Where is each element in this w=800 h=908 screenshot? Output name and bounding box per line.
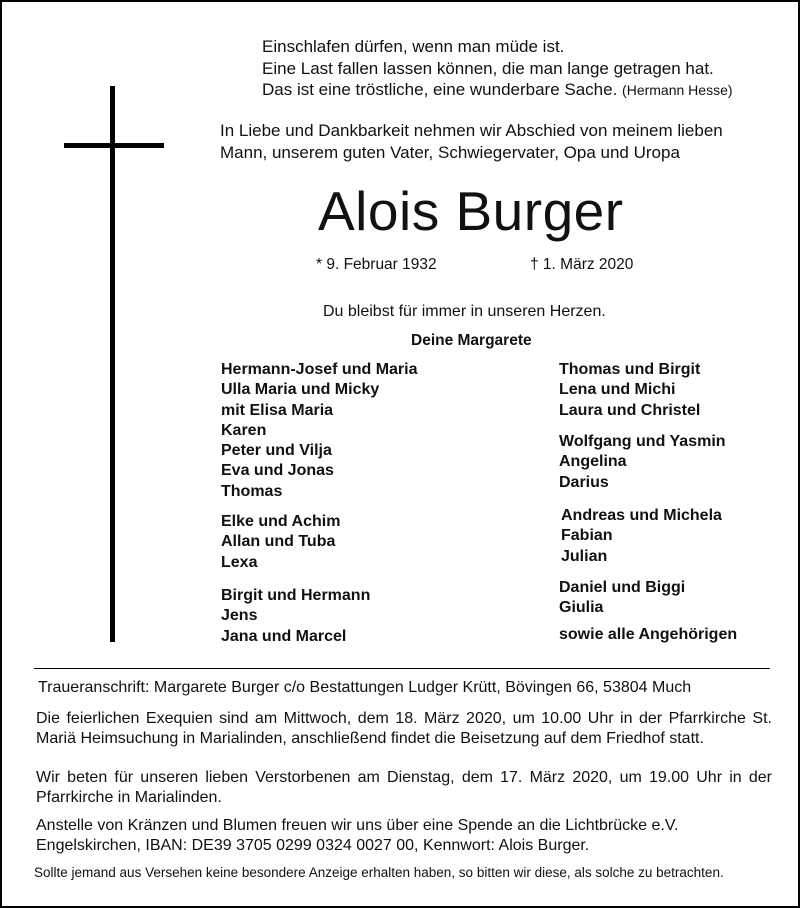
family-group bbox=[221, 586, 370, 647]
family-member: Daniel und Biggi bbox=[559, 579, 686, 596]
family-member: Jana und Marcel bbox=[221, 627, 347, 645]
quote-line: Eine Last fallen lassen können, die man lange getragen hat. bbox=[262, 58, 714, 78]
cross-horizontal-bar bbox=[64, 143, 164, 148]
funeral-info: Die feierlichen Exequien sind am Mittwoch, dem 18. März 2020, um 10.00 Uhr in der Pfarrkirche St. Mariä Heimsuchung in Marialinden, anschließend findet die Beisetzung auf dem Friedhof statt. bbox=[36, 710, 772, 747]
donation-line: Engelskirchen, IBAN: DE39 3705 0299 0324 0027 00, Kennwort: Alois Burger. bbox=[36, 836, 590, 854]
footer-note: Sollte jemand aus Versehen keine besondere Anzeige erhalten haben, so bitten wir diese, als solche zu betrachten. bbox=[34, 865, 724, 880]
family-member: Lena und Michi bbox=[559, 381, 676, 399]
family-group bbox=[221, 360, 417, 502]
family-member: Hermann-Josef und Maria bbox=[221, 361, 418, 378]
family-member: Peter und Vilja bbox=[221, 442, 332, 460]
quote-author: (Hermann Hesse) bbox=[622, 82, 733, 98]
family-group bbox=[561, 506, 722, 567]
relatives-line: sowie alle Angehörigen bbox=[559, 626, 738, 643]
family-member: Lexa bbox=[221, 553, 258, 571]
family-member: Laura und Christel bbox=[559, 401, 701, 419]
mourning-address: Traueranschrift: Margarete Burger c/o Bestattungen Ludger Krütt, Bövingen 66, 53804 Much bbox=[38, 679, 692, 696]
family-group bbox=[559, 360, 700, 421]
family-member: Julian bbox=[561, 547, 608, 565]
motto: Du bleibst für immer in unseren Herzen. bbox=[323, 303, 606, 320]
family-group bbox=[559, 432, 726, 493]
family-group bbox=[221, 512, 340, 573]
family-member: Jens bbox=[221, 607, 258, 625]
family-member: Karen bbox=[221, 421, 267, 439]
quote-line bbox=[262, 79, 733, 102]
cross-vertical-bar bbox=[110, 86, 115, 642]
signatory: Deine Margarete bbox=[411, 332, 532, 349]
family-member: mit Elisa Maria bbox=[221, 401, 334, 419]
hesse-quote bbox=[262, 36, 733, 102]
family-member: Elke und Achim bbox=[221, 513, 341, 530]
intro-text bbox=[220, 120, 723, 163]
family-member: Angelina bbox=[559, 453, 627, 471]
donation-info bbox=[36, 816, 772, 855]
family-member: Fabian bbox=[561, 527, 613, 545]
birth-date: * 9. Februar 1932 bbox=[316, 256, 437, 273]
quote-line-text: Das ist eine tröstliche, eine wunderbare Sache. bbox=[262, 80, 618, 99]
family-group bbox=[559, 625, 737, 645]
family-member: Allan und Tuba bbox=[221, 533, 336, 551]
family-member: Darius bbox=[559, 473, 609, 491]
family-member: Birgit und Hermann bbox=[221, 587, 371, 604]
family-member: Eva und Jonas bbox=[221, 462, 334, 480]
family-member: Thomas bbox=[221, 482, 283, 500]
prayer-info: Wir beten für unseren lieben Verstorbenen am Dienstag, dem 17. März 2020, um 19.00 Uhr in der Pfarrkirche in Marialinden. bbox=[36, 769, 772, 806]
family-member: Wolfgang und Yasmin bbox=[559, 433, 726, 450]
family-member: Andreas und Michela bbox=[561, 507, 722, 524]
intro-line: Mann, unserem guten Vater, Schwiegervater, Opa und Uropa bbox=[220, 142, 680, 162]
family-group bbox=[559, 578, 685, 619]
donation-line: Anstelle von Kränzen und Blumen freuen wir uns über eine Spende an die Lichtbrücke e.V. bbox=[36, 817, 679, 834]
deceased-name: Alois Burger bbox=[318, 180, 624, 242]
quote-line: Einschlafen dürfen, wenn man müde ist. bbox=[262, 37, 565, 56]
family-member: Giulia bbox=[559, 599, 604, 617]
family-member: Ulla Maria und Micky bbox=[221, 381, 380, 399]
death-date: † 1. März 2020 bbox=[530, 256, 634, 273]
intro-line: In Liebe und Dankbarkeit nehmen wir Abschied von meinem lieben bbox=[220, 121, 723, 140]
family-member: Thomas und Birgit bbox=[559, 361, 701, 378]
divider bbox=[34, 668, 770, 669]
